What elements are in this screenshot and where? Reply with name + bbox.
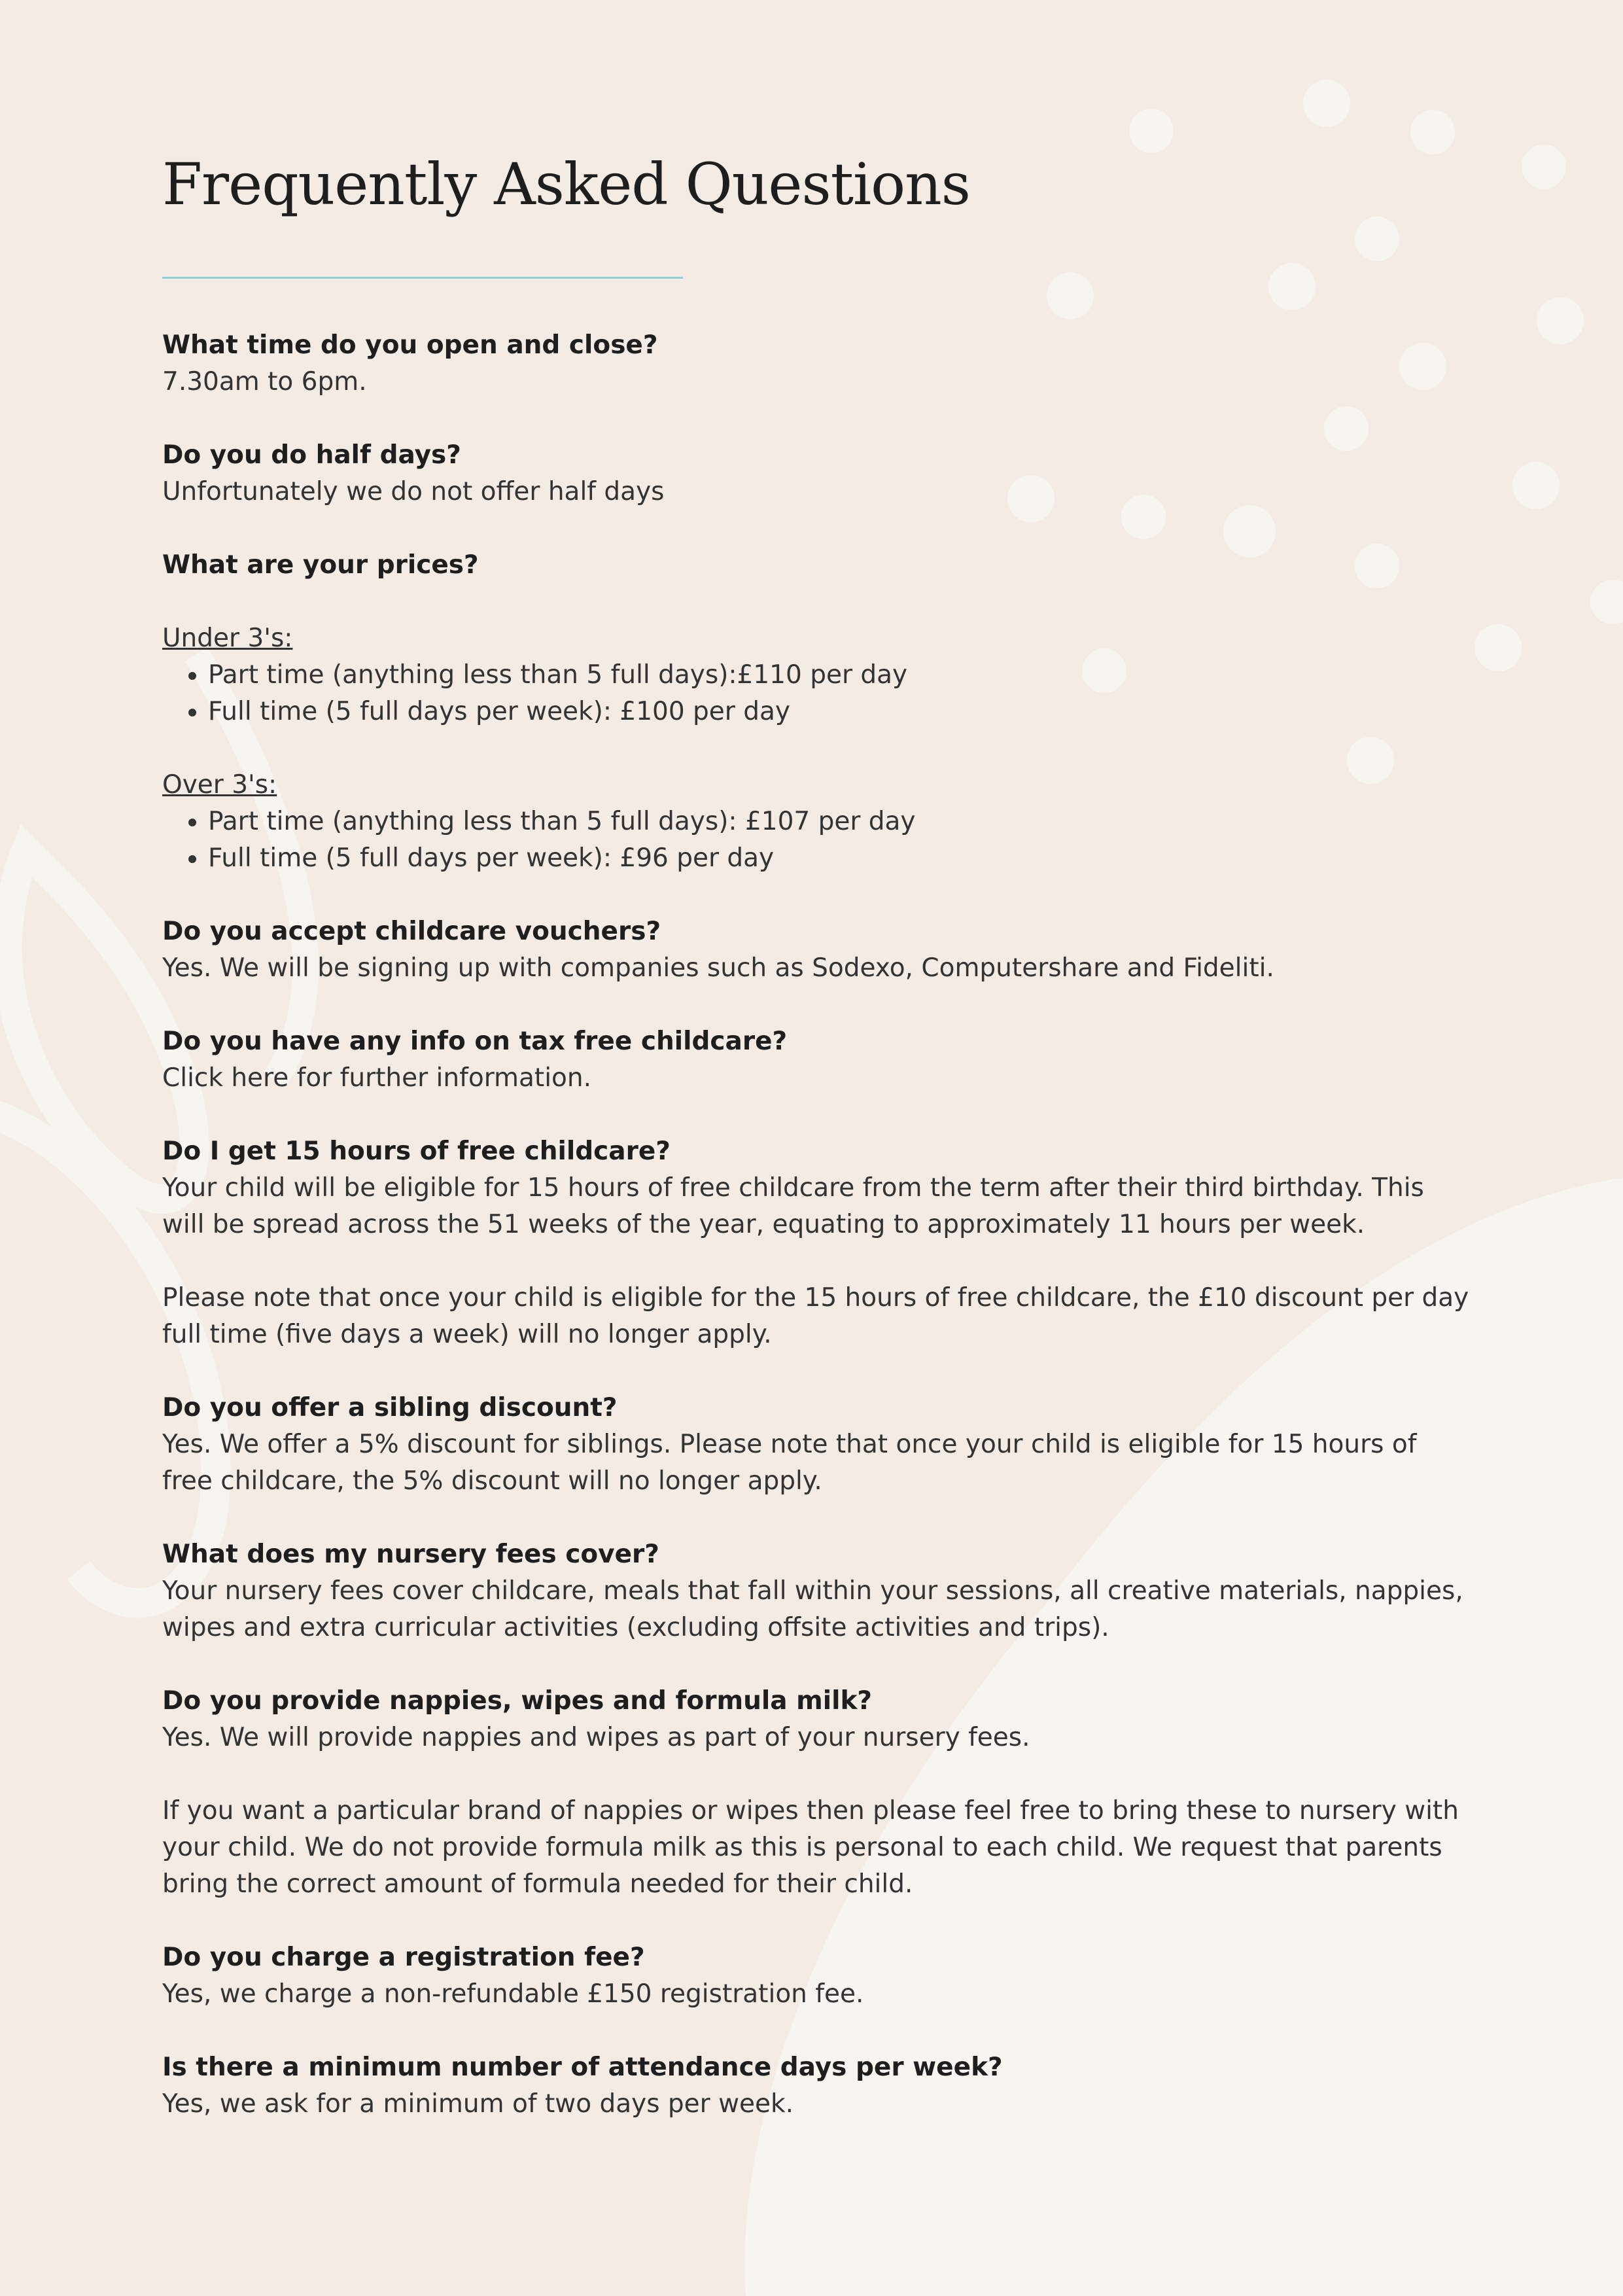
faq-question: Do you offer a sibling discount? xyxy=(162,1393,618,1422)
faq-list xyxy=(162,327,1471,2159)
faq-question: Do you have any info on tax free childcare? xyxy=(162,1027,788,1056)
price-item: • Full time (5 full days per week): £100 per day xyxy=(208,694,1471,730)
faq-question: Do you accept childcare vouchers? xyxy=(162,917,661,946)
faq-answer: Yes. We will provide nappies and wipes as part of your nursery fees. xyxy=(162,1723,1030,1752)
faq-item xyxy=(162,327,1471,400)
faq-question: Is there a minimum number of attendance days per week? xyxy=(162,2053,1003,2082)
page-title: Frequently Asked Questions xyxy=(162,150,970,218)
faq-item xyxy=(162,913,1471,987)
price-item: • Full time (5 full days per week): £96 per day xyxy=(208,840,1471,877)
price-group-label: Under 3's: xyxy=(162,624,293,653)
faq-item xyxy=(162,1390,1471,1500)
price-item: • Part time (anything less than 5 full days):£110 per day xyxy=(208,657,1471,694)
faq-answer: Yes, we ask for a minimum of two days per week. xyxy=(162,2089,794,2119)
price-item: • Part time (anything less than 5 full days): £107 per day xyxy=(208,804,1471,840)
faq-answer: Yes. We will be signing up with companies such as Sodexo, Computershare and Fideliti. xyxy=(162,953,1274,983)
price-group-label: Over 3's: xyxy=(162,770,277,800)
faq-item xyxy=(162,1683,1471,1903)
faq-answer: Your nursery fees cover childcare, meals that fall within your sessions, all creative materials, nappies, wipes and extra curricular activities (excluding offsite activities and trips). xyxy=(162,1576,1463,1642)
faq-item-prices xyxy=(162,547,1471,877)
faq-question: What are your prices? xyxy=(162,550,479,580)
faq-answer: Your child will be eligible for 15 hours of free childcare from the term after their third birthday. This will be spread across the 51 weeks of the year, equating to approximately 11 hours per week. xyxy=(162,1173,1424,1239)
faq-answer: Yes, we charge a non-refundable £150 registration fee. xyxy=(162,1979,864,2009)
faq-question: Do I get 15 hours of free childcare? xyxy=(162,1137,671,1166)
tax-free-childcare-link[interactable]: Click here for further information. xyxy=(162,1063,592,1093)
faq-question: What does my nursery fees cover? xyxy=(162,1540,659,1569)
faq-question: Do you provide nappies, wipes and formula milk? xyxy=(162,1686,873,1716)
price-list xyxy=(162,804,1471,877)
faq-item xyxy=(162,1536,1471,1646)
faq-item xyxy=(162,2049,1471,2123)
title-divider xyxy=(162,277,683,279)
faq-question: Do you do half days? xyxy=(162,440,461,470)
faq-item xyxy=(162,1133,1471,1353)
faq-item xyxy=(162,1939,1471,2013)
faq-question: Do you charge a registration fee? xyxy=(162,1943,645,1972)
faq-item xyxy=(162,437,1471,510)
price-list xyxy=(162,657,1471,730)
faq-answer-note: If you want a particular brand of nappies or wipes then please feel free to bring these to nursery with your child. We do not provide formula milk as this is personal to each child. We request that parents bring the correct amount of formula needed for their child. xyxy=(162,1796,1459,1899)
faq-question: What time do you open and close? xyxy=(162,330,658,360)
faq-item xyxy=(162,1023,1471,1097)
faq-answer: 7.30am to 6pm. xyxy=(162,367,367,397)
faq-answer-note: Please note that once your child is eligible for the 15 hours of free childcare, the £10 discount per day full time (five days a week) will no longer apply. xyxy=(162,1283,1469,1349)
faq-answer: Unfortunately we do not offer half days xyxy=(162,477,665,506)
faq-answer: Yes. We offer a 5% discount for siblings. Please note that once your child is eligible for 15 hours of free childcare, the 5% discount will no longer apply. xyxy=(162,1430,1417,1496)
